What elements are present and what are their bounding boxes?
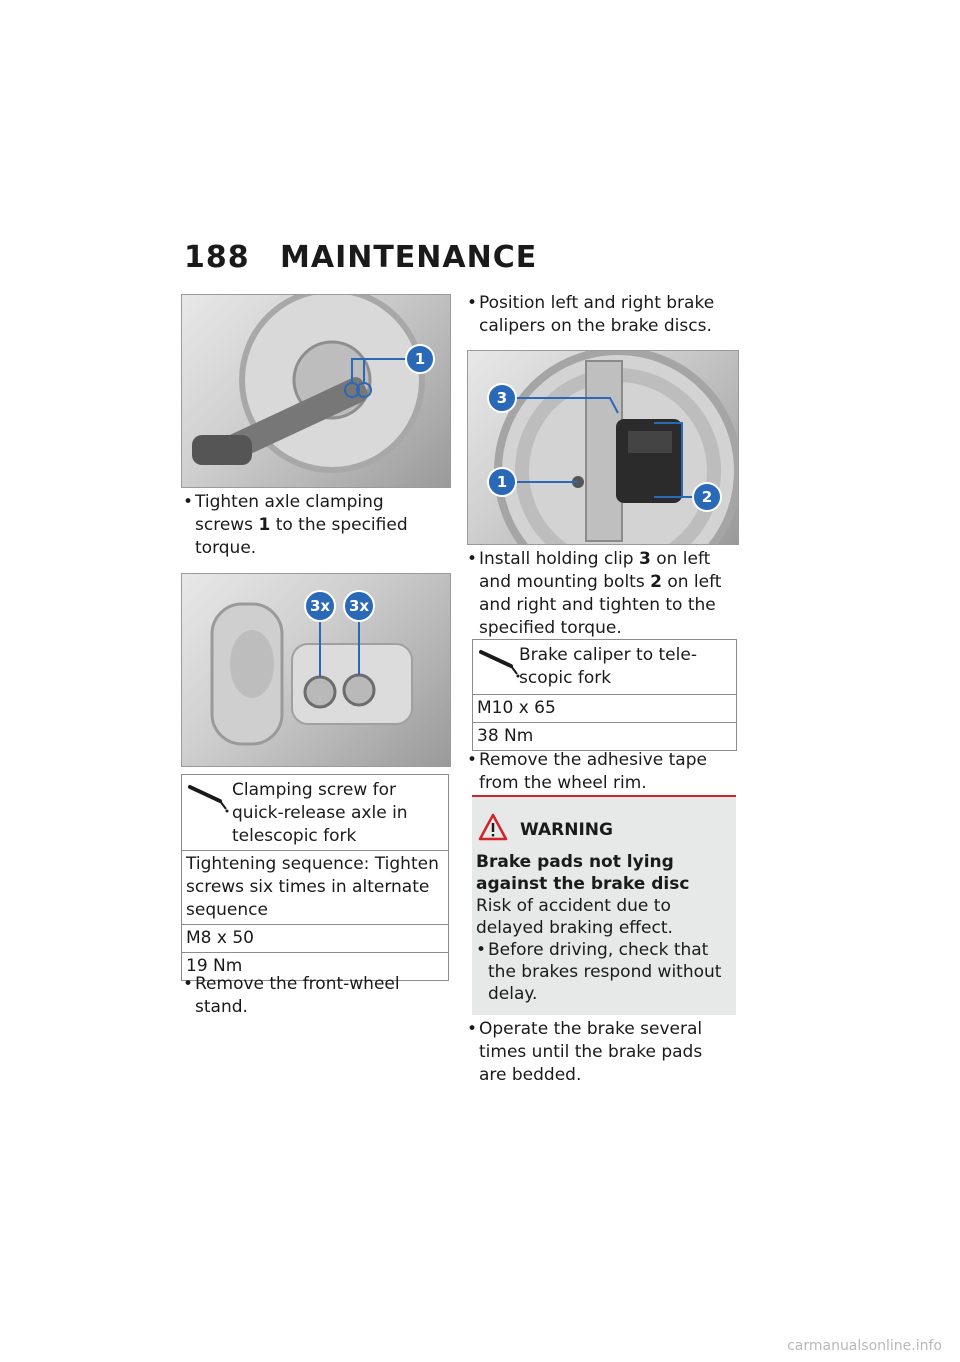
step-install-clip-bolts: • Install holding clip 3 on left and mounting bolts 2 on left and right and tighten to the specified torque. <box>467 549 722 638</box>
axle-clamping-photo <box>181 294 451 488</box>
spec-torque: 38 Nm <box>473 722 736 750</box>
torque-wrench-icon <box>477 646 521 678</box>
fork-clamping-photo <box>181 573 451 767</box>
brake-caliper-illustration <box>468 351 738 544</box>
callout-1: 1 <box>496 473 508 491</box>
warning-heading <box>472 811 736 851</box>
ref-callout-3: 3 <box>638 549 651 569</box>
spec-title: Clamping screw for quick-release axle in telescopic fork <box>232 780 408 846</box>
page-number: 188 <box>184 240 250 275</box>
spec-bolt-size: M10 x 65 <box>473 694 736 722</box>
spec-title: Brake caliper to telescopic fork <box>519 645 697 688</box>
spec-screw-size: M8 x 50 <box>182 924 448 952</box>
spec-header <box>473 640 736 694</box>
watermark: carmanualsonline.info <box>787 1338 942 1354</box>
brake-caliper-photo <box>467 350 739 545</box>
callout-3x-right: 3x <box>348 597 370 615</box>
warning-headline: Brake pads not lying against the brake disc <box>476 852 690 894</box>
callout-2: 2 <box>701 488 713 506</box>
callout-3: 3 <box>496 389 508 407</box>
step-remove-stand: • Remove the front-wheel stand. <box>183 974 400 1017</box>
spec-sequence: Tightening sequence: Tighten screws six times in alternate sequence <box>182 850 448 924</box>
warning-action: • Before driving, check that the brakes respond without delay. <box>476 940 722 1004</box>
torque-wrench-icon <box>186 781 230 813</box>
fork-clamping-illustration <box>182 574 450 766</box>
spec-header <box>182 775 448 850</box>
step-tighten-axle-screws: • Tighten axle clamping screws 1 to the specified torque. <box>183 492 408 558</box>
section-title: MAINTENANCE <box>280 240 538 275</box>
callout-3x-left: 3x <box>309 597 331 615</box>
warning-body: Risk of accident due to delayed braking effect. <box>476 896 673 938</box>
spec-torque: 19 Nm <box>182 952 448 980</box>
torque-spec-axle-clamping <box>181 774 449 981</box>
step-remove-tape: • Remove the adhesive tape from the wheel rim. <box>467 750 707 793</box>
warning-triangle-icon <box>478 813 508 841</box>
warning-box <box>472 795 736 1015</box>
ref-callout-1: 1 <box>258 515 271 535</box>
warning-label: WARNING <box>520 820 613 840</box>
callout-1: 1 <box>414 350 426 368</box>
torque-spec-brake-caliper <box>472 639 737 751</box>
step-bed-brake-pads: • Operate the brake several times until the brake pads are bedded. <box>467 1019 703 1085</box>
page-header <box>184 240 537 275</box>
step-position-calipers: • Position left and right brake calipers on the brake discs. <box>467 293 715 336</box>
ref-callout-2: 2 <box>650 572 662 592</box>
axle-clamping-illustration <box>182 295 450 487</box>
